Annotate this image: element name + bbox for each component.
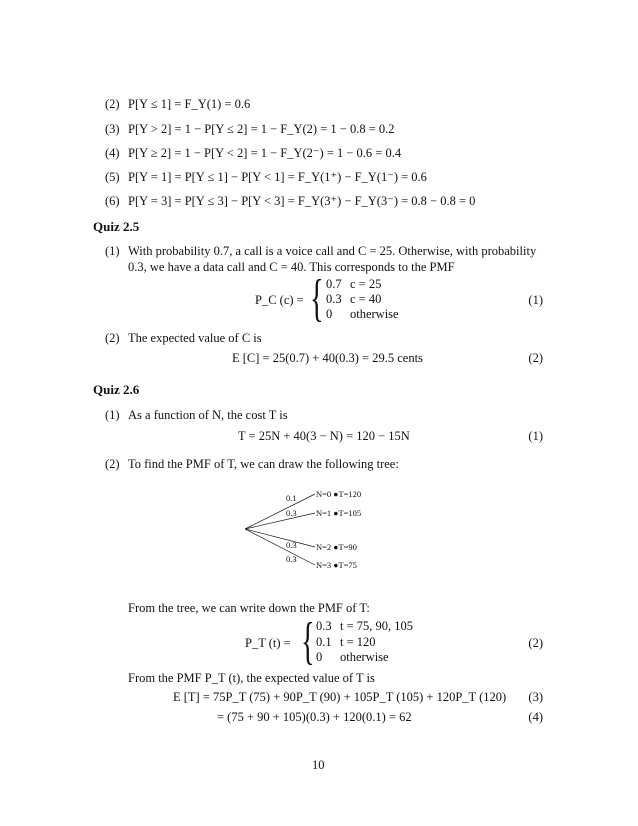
case-condition: otherwise	[350, 307, 399, 321]
tree-branch	[245, 529, 315, 565]
item-num: (2)	[105, 97, 120, 111]
equation-number: (3)	[528, 690, 543, 704]
item-num: (3)	[105, 122, 120, 136]
paragraph-line: 0.3, we have a data call and C = 40. This corresponds to the PMF	[128, 260, 455, 274]
item-num: (1)	[105, 244, 120, 258]
tree-outcome-label: N=1 ●T=105	[316, 508, 362, 518]
item-num: (4)	[105, 146, 120, 160]
paragraph-line: To find the PMF of T, we can draw the following tree:	[128, 457, 399, 471]
quiz-heading: Quiz 2.6	[93, 382, 140, 397]
page-number: 10	[312, 758, 325, 772]
item-num: (6)	[105, 194, 120, 208]
equation: T = 25N + 40(3 − N) = 120 − 15N	[238, 429, 410, 443]
equation: P[Y = 1] = P[Y ≤ 1] − P[Y < 1] = F_Y(1⁺) − F_Y(1⁻) = 0.6	[128, 170, 427, 184]
paragraph-line: With probability 0.7, a call is a voice call and C = 25. Otherwise, with probability	[128, 244, 537, 258]
tree-outcome-label: N=0 ●T=120	[316, 489, 362, 499]
item-num: (2)	[105, 331, 120, 345]
case-value: 0	[326, 307, 333, 321]
item-num: (1)	[105, 408, 120, 422]
paragraph-line: From the tree, we can write down the PMF of T:	[128, 601, 370, 615]
tree-branch	[245, 529, 315, 547]
case-value: 0.3	[326, 292, 342, 306]
equation: P[Y > 2] = 1 − P[Y ≤ 2] = 1 − F_Y(2) = 1 − 0.8 = 0.2	[128, 122, 395, 136]
paragraph-line: The expected value of C is	[128, 331, 262, 345]
equation-number: (2)	[528, 636, 543, 650]
case-condition: t = 120	[340, 635, 376, 649]
pmf-lhs: P_T (t) =	[245, 636, 291, 650]
equation: P[Y = 3] = P[Y ≤ 3] − P[Y < 3] = F_Y(3⁺) − F_Y(3⁻) = 0.8 − 0.8 = 0	[128, 194, 476, 208]
tree-branch	[245, 513, 315, 529]
case-value: 0	[316, 650, 323, 664]
equation-number: (2)	[528, 351, 543, 365]
paragraph-line: As a function of N, the cost T is	[128, 408, 288, 422]
equation: = (75 + 90 + 105)(0.3) + 120(0.1) = 62	[217, 710, 412, 724]
quiz-heading: Quiz 2.5	[93, 219, 140, 234]
case-condition: c = 40	[350, 292, 382, 306]
item-num: (2)	[105, 457, 120, 471]
tree-prob-label: 0.1	[286, 493, 297, 503]
case-condition: t = 75, 90, 105	[340, 619, 414, 633]
left-brace: {	[310, 270, 324, 327]
tree-outcome-label: N=2 ●T=90	[316, 542, 357, 552]
tree-prob-label: 0.3	[286, 554, 297, 564]
case-value: 0.1	[316, 635, 332, 649]
equation-number: (1)	[528, 429, 543, 443]
probability-tree	[240, 485, 380, 575]
tree-outcome-label: N=3 ●T=75	[316, 560, 357, 570]
equation: P[Y ≤ 1] = F_Y(1) = 0.6	[128, 97, 251, 111]
item-num: (5)	[105, 170, 120, 184]
pmf-lhs: P_C (c) =	[255, 293, 304, 307]
left-brace: {	[301, 613, 315, 670]
tree-prob-label: 0.3	[286, 540, 297, 550]
tree-prob-label: 0.3	[286, 508, 297, 518]
equation-number: (4)	[528, 710, 543, 724]
paragraph-line: From the PMF P_T (t), the expected value of T is	[128, 671, 375, 685]
case-condition: c = 25	[350, 277, 382, 291]
equation: E [T] = 75P_T (75) + 90P_T (90) + 105P_T (105) + 120P_T (120)	[173, 690, 507, 704]
equation: P[Y ≥ 2] = 1 − P[Y < 2] = 1 − F_Y(2⁻) = 1 − 0.6 = 0.4	[128, 146, 402, 160]
tree-branch	[245, 494, 315, 529]
equation-number: (1)	[528, 293, 543, 307]
equation: E [C] = 25(0.7) + 40(0.3) = 29.5 cents	[232, 351, 423, 365]
case-condition: otherwise	[340, 650, 389, 664]
case-value: 0.7	[326, 277, 342, 291]
case-value: 0.3	[316, 619, 332, 633]
